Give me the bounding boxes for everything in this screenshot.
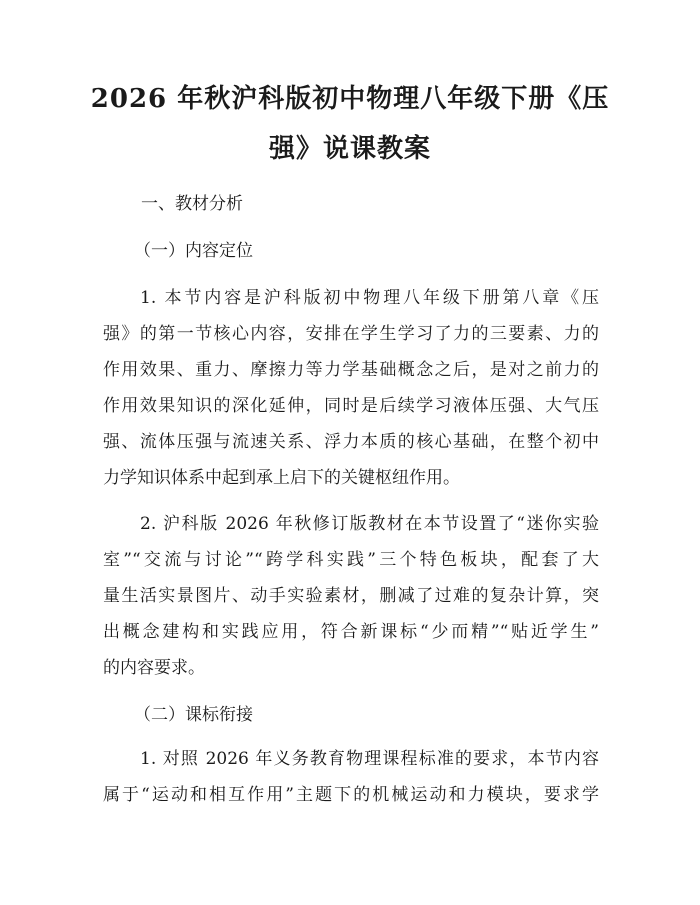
- paragraph-line: 室”“交流与讨论”“跨学科实践”三个特色板块，配套了大: [103, 550, 599, 570]
- paragraph-content-positioning-2: [103, 506, 599, 686]
- paragraph-line: 力学知识体系中起到承上启下的关键枢纽作用。: [103, 468, 460, 488]
- paragraph-line: 量生活实景图片、动手实验素材，删减了过难的复杂计算，突: [103, 586, 599, 606]
- paragraph-line: 的内容要求。: [103, 658, 205, 678]
- title-line-1: 2026 年秋沪科版初中物理八年级下册《压: [90, 84, 610, 114]
- paragraph-line: 1. 对照 2026 年义务教育物理课程标准的要求，本节内容: [140, 749, 599, 769]
- paragraph-line: 出概念建构和实践应用，符合新课标“少而精”“贴近学生”: [103, 622, 599, 642]
- paragraph-line: 强、流体压强与流速关系、浮力本质的核心基础，在整个初中: [103, 432, 599, 452]
- section-heading-textbook-analysis: 一、教材分析: [141, 194, 243, 214]
- subsection-heading-curriculum-link: （二）课标衔接: [134, 705, 253, 725]
- title-line-2: 强》说课教案: [268, 134, 431, 164]
- paragraph-line: 作用效果知识的深化延伸，同时是后续学习液体压强、大气压: [103, 396, 599, 416]
- paragraph-line: 强》的第一节核心内容，安排在学生学习了力的三要素、力的: [103, 324, 599, 344]
- paragraph-line: 2. 沪科版 2026 年秋修订版教材在本节设置了“迷你实验: [140, 514, 599, 534]
- paragraph-line: 1. 本节内容是沪科版初中物理八年级下册第八章《压: [140, 288, 599, 308]
- paragraph-content-positioning-1: [103, 280, 599, 496]
- paragraph-curriculum-link-1: [103, 741, 599, 813]
- subsection-heading-content-positioning: （一）内容定位: [134, 241, 253, 261]
- paragraph-line: 作用效果、重力、摩擦力等力学基础概念之后，是对之前力的: [103, 360, 599, 380]
- paragraph-line: 属于“运动和相互作用”主题下的机械运动和力模块，要求学: [103, 785, 599, 805]
- document-title: [88, 74, 612, 174]
